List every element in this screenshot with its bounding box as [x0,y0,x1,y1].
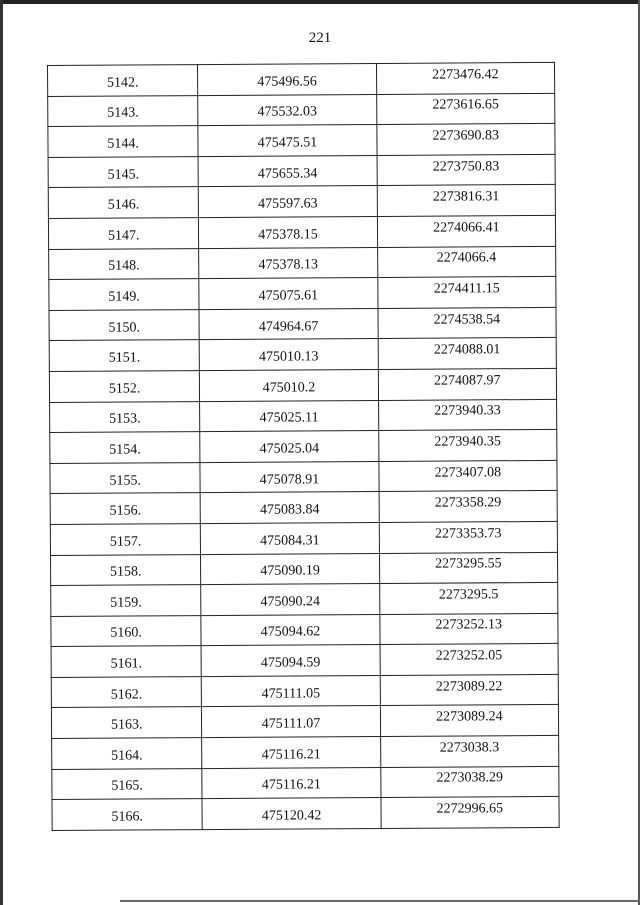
point-number-cell [51,615,201,647]
y-coordinate-cell-text: 2273089.24 [436,709,503,725]
y-coordinate-cell [378,399,557,431]
y-coordinate-cell [379,521,558,553]
table-row [51,705,558,739]
y-coordinate-cell [377,215,556,247]
x-coordinate-cell-text: 475084.31 [260,533,320,549]
y-coordinate-cell-text: 2273295.5 [438,587,499,603]
point-number-cell [51,646,201,678]
point-number-cell-text: 5166. [111,809,144,825]
table-row [49,338,556,372]
x-coordinate-cell-text: 474964.67 [258,318,319,335]
x-coordinate-cell [201,584,379,616]
y-coordinate-cell [378,430,557,462]
table-row [48,154,555,188]
y-coordinate-cell [377,154,556,186]
x-coordinate-cell-text: 475094.62 [260,624,321,641]
point-number-cell [51,676,201,708]
point-number-cell [50,523,200,555]
table-row [50,460,557,494]
point-number-cell-text: 5165. [111,778,143,795]
y-coordinate-cell-text: 2273038.3 [439,740,500,756]
y-coordinate-cell [377,246,556,278]
point-number-cell-text: 5161. [110,656,143,672]
scan-edge-bottom [120,900,640,902]
x-coordinate-cell-text: 475090.24 [260,594,321,610]
point-number-cell [52,738,202,770]
x-coordinate-cell [202,737,380,769]
point-number-cell [48,65,198,97]
table-row [51,644,558,678]
point-number-cell-text: 5147. [107,228,140,244]
x-coordinate-cell-text: 475111.05 [261,686,321,702]
x-coordinate-cell [202,798,380,830]
y-coordinate-cell-text: 2274538.54 [433,311,501,328]
y-coordinate-cell [376,62,555,94]
point-number-cell-text: 5143. [107,105,139,122]
y-coordinate-cell-text: 2273252.13 [435,617,503,634]
x-coordinate-cell [199,186,377,218]
x-coordinate-cell-text: 475094.59 [260,655,321,671]
y-coordinate-cell-text: 2274088.01 [433,342,501,358]
scan-edge-top [0,0,640,4]
x-coordinate-cell [198,63,376,95]
table-row [52,735,559,769]
table-row [50,521,557,555]
x-coordinate-cell-text: 475475.51 [257,135,318,151]
y-coordinate-cell-text: 2272996.65 [436,801,504,817]
point-number-cell-text: 5156. [109,503,142,519]
point-number-cell-text: 5145. [107,167,140,183]
point-number-cell-text: 5150. [108,319,141,336]
point-number-cell-text: 5160. [110,625,142,642]
table-row [50,430,557,464]
y-coordinate-cell [379,460,558,492]
y-coordinate-cell [381,797,560,829]
x-coordinate-cell [200,369,378,401]
y-coordinate-cell [379,582,558,614]
y-coordinate-cell-text: 2273816.31 [432,189,500,205]
point-number-cell [48,156,198,188]
scan-edge-left [0,0,3,905]
point-number-cell-text: 5142. [106,75,139,91]
x-coordinate-cell-text: 475597.63 [258,196,318,212]
point-number-cell-text: 5154. [109,442,141,458]
point-number-cell-text: 5152. [108,381,141,397]
point-number-cell [52,799,202,831]
y-coordinate-cell-text: 2273358.29 [434,495,502,511]
x-coordinate-cell [198,94,376,126]
y-coordinate-cell [380,674,559,706]
point-number-cell [50,493,200,525]
x-coordinate-cell [199,339,377,371]
point-number-cell [50,554,200,586]
y-coordinate-cell-text: 2273353.73 [434,525,502,542]
x-coordinate-cell-text: 475075.61 [258,288,319,304]
x-coordinate-cell [201,553,379,585]
table-row [48,185,555,219]
point-number-cell [51,585,201,617]
point-number-cell [49,309,199,341]
x-coordinate-cell [201,522,379,554]
y-coordinate-cell-text: 2273252.05 [435,648,503,664]
x-coordinate-cell-text: 475116.21 [261,777,321,794]
y-coordinate-cell-text: 2273750.83 [432,158,500,175]
table-row [49,368,556,402]
x-coordinate-cell-text: 475655.34 [257,165,318,182]
y-coordinate-cell-text: 2273940.33 [434,403,501,419]
point-number-cell [52,768,202,800]
coordinates-table-body [48,62,560,830]
table-row [51,582,558,616]
point-number-cell-text: 5144. [107,136,139,152]
y-coordinate-cell-text: 2273407.08 [434,464,502,481]
x-coordinate-cell-text: 475025.04 [259,441,320,457]
x-coordinate-cell-text: 475078.91 [259,471,320,488]
table-row [48,62,555,96]
x-coordinate-cell [200,431,378,463]
point-number-cell-text: 5162. [110,687,143,703]
point-number-cell-text: 5149. [108,289,140,305]
x-coordinate-cell-text: 475532.03 [257,104,318,121]
page-number: 221 [308,30,332,46]
y-coordinate-cell [378,307,557,339]
table-row [48,124,555,158]
x-coordinate-cell-text: 475010.2 [262,380,316,396]
x-coordinate-cell-text: 475378.15 [258,227,318,243]
y-coordinate-cell [380,766,559,798]
x-coordinate-cell [202,706,380,738]
x-coordinate-cell-text: 475120.42 [261,808,322,824]
y-coordinate-cell [379,491,558,523]
table-row [50,491,557,525]
x-coordinate-cell [201,645,379,677]
x-coordinate-cell [200,461,378,493]
y-coordinate-cell-text: 2274411.15 [433,281,500,297]
y-coordinate-cell [377,277,556,309]
point-number-cell [49,371,199,403]
table-row [51,613,558,647]
y-coordinate-cell [380,705,559,737]
x-coordinate-cell [198,155,376,187]
y-coordinate-cell [377,185,556,217]
y-coordinate-cell-text: 2273038.29 [436,770,503,787]
x-coordinate-cell-text: 475083.84 [259,502,320,518]
y-coordinate-cell-text: 2273089.22 [435,678,503,695]
x-coordinate-cell-text: 475496.56 [257,74,317,90]
table-row [49,246,556,280]
point-number-cell [50,401,200,433]
point-number-cell [49,248,199,280]
x-coordinate-cell-text: 475111.07 [261,716,321,732]
table-row [49,277,556,311]
point-number-cell [50,462,200,494]
table-row [48,93,555,127]
point-number-cell-text: 5146. [107,197,140,213]
y-coordinate-cell [376,124,555,156]
x-coordinate-cell-text: 475090.19 [260,563,320,580]
x-coordinate-cell [199,247,377,279]
point-number-cell [48,187,198,219]
point-number-cell-text: 5158. [109,564,142,580]
point-number-cell [49,340,199,372]
x-coordinate-cell-text: 475378.13 [258,257,318,274]
table-row [49,307,556,341]
table-row [48,215,555,249]
y-coordinate-cell-text: 2274066.41 [433,220,500,236]
y-coordinate-cell-text: 2273690.83 [432,128,500,144]
y-coordinate-cell-text: 2273476.42 [432,67,499,83]
y-coordinate-cell-text: 2274066.4 [436,250,497,266]
point-number-cell [48,95,198,127]
point-number-cell [48,126,198,158]
point-number-cell [50,432,200,464]
x-coordinate-cell [199,278,377,310]
y-coordinate-cell [376,93,555,125]
x-coordinate-cell [202,675,380,707]
x-coordinate-cell [201,614,379,646]
x-coordinate-cell [198,125,376,157]
y-coordinate-cell-text: 2273940.35 [434,434,501,450]
coordinates-table [47,62,560,831]
y-coordinate-cell [380,644,559,676]
point-number-cell [48,218,198,250]
point-number-cell-text: 5164. [111,748,143,764]
point-number-cell-text: 5157. [109,534,142,550]
table-row [52,797,559,831]
point-number-cell-text: 5151. [108,350,141,366]
y-coordinate-cell [378,368,557,400]
y-coordinate-cell-text: 2273295.55 [435,556,502,572]
point-number-cell-text: 5163. [110,717,143,733]
y-coordinate-cell [378,338,557,370]
x-coordinate-cell [199,216,377,248]
y-coordinate-cell [379,552,558,584]
point-number-cell-text: 5153. [109,411,141,427]
table-row [50,399,557,433]
x-coordinate-cell-text: 475025.11 [259,410,319,427]
x-coordinate-cell-text: 475010.13 [258,349,319,365]
point-number-cell [51,707,201,739]
y-coordinate-cell [379,613,558,645]
x-coordinate-cell [200,492,378,524]
x-coordinate-cell-text: 475116.21 [261,747,321,763]
x-coordinate-cell [202,767,380,799]
point-number-cell-text: 5148. [108,258,140,274]
x-coordinate-cell [199,308,377,340]
point-number-cell-text: 5159. [110,595,142,611]
table-row [52,766,559,800]
point-number-cell [49,279,199,311]
table-row [50,552,557,586]
y-coordinate-cell-text: 2274087.97 [433,372,501,389]
table-row [51,674,558,708]
y-coordinate-cell-text: 2273616.65 [432,97,499,114]
x-coordinate-cell [200,400,378,432]
point-number-cell-text: 5155. [109,472,141,489]
y-coordinate-cell [380,735,559,767]
